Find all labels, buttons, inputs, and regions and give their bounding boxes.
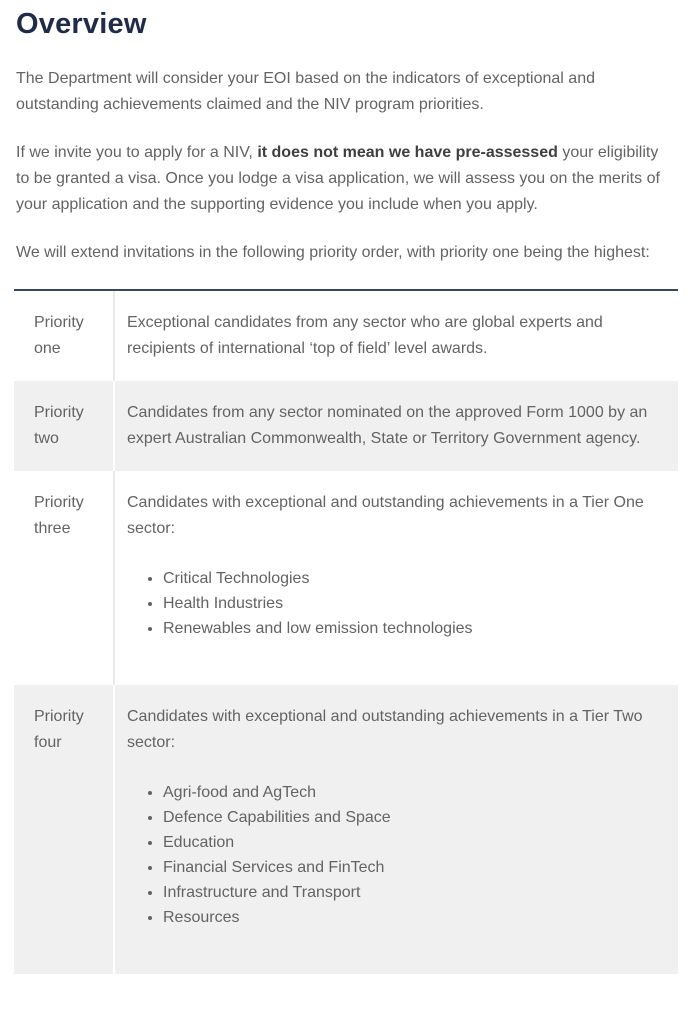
priority-description: Candidates from any sector nominated on the approved Form 1000 by an expert Australian Commonwealth, State or Territory Government agency. — [127, 404, 648, 447]
sector-item: • Education — [163, 830, 660, 855]
sector-list — [127, 780, 660, 930]
sector-item: • Defence Capabilities and Space — [163, 805, 660, 830]
priority-description: Exceptional candidates from any sector who are global experts and recipients of international ‘top of field’ level awards. — [127, 314, 603, 357]
sector-item: • Critical Technologies — [163, 566, 660, 591]
priority-order-paragraph: We will extend invitations in the following priority order, with priority one being the highest: — [16, 244, 650, 261]
priority-row — [14, 291, 678, 381]
priority-description: Candidates with exceptional and outstanding achievements in a Tier One sector: — [127, 494, 644, 537]
priority-label: Priority two — [14, 381, 115, 471]
priority-row — [14, 685, 678, 974]
priority-row — [14, 381, 678, 471]
priority-description-cell — [115, 291, 678, 381]
sector-item: • Infrastructure and Transport — [163, 880, 660, 905]
priority-label: Priority three — [14, 471, 115, 685]
priority-row — [14, 471, 678, 685]
sector-item: • Resources — [163, 905, 660, 930]
priority-description-cell — [115, 685, 678, 974]
sector-list — [127, 566, 660, 641]
priority-description: Candidates with exceptional and outstanding achievements in a Tier Two sector: — [127, 708, 643, 751]
priority-label: Priority one — [14, 291, 115, 381]
invite-paragraph-pre: If we invite you to apply for a NIV, — [16, 144, 258, 161]
priority-label: Priority four — [14, 685, 115, 974]
page-title: Overview — [16, 8, 147, 40]
sector-item: • Renewables and low emission technologies — [163, 616, 660, 641]
invite-paragraph — [16, 140, 668, 218]
sector-item: • Agri-food and AgTech — [163, 780, 660, 805]
intro-paragraph: The Department will consider your EOI based on the indicators of exceptional and outstanding achievements claimed and the NIV program priorities. — [16, 70, 595, 113]
invite-paragraph-bold: it does not mean we have pre-assessed — [257, 144, 558, 161]
priority-description-cell — [115, 381, 678, 471]
priority-table — [14, 289, 678, 974]
priority-description-cell — [115, 471, 678, 685]
sector-item: • Health Industries — [163, 591, 660, 616]
sector-item: • Financial Services and FinTech — [163, 855, 660, 880]
invite-paragraph-post: your eligibility to be granted a visa. Once you lodge a visa application, we will assess you on the merits of your application and the supporting evidence you include when you apply. — [16, 144, 660, 213]
